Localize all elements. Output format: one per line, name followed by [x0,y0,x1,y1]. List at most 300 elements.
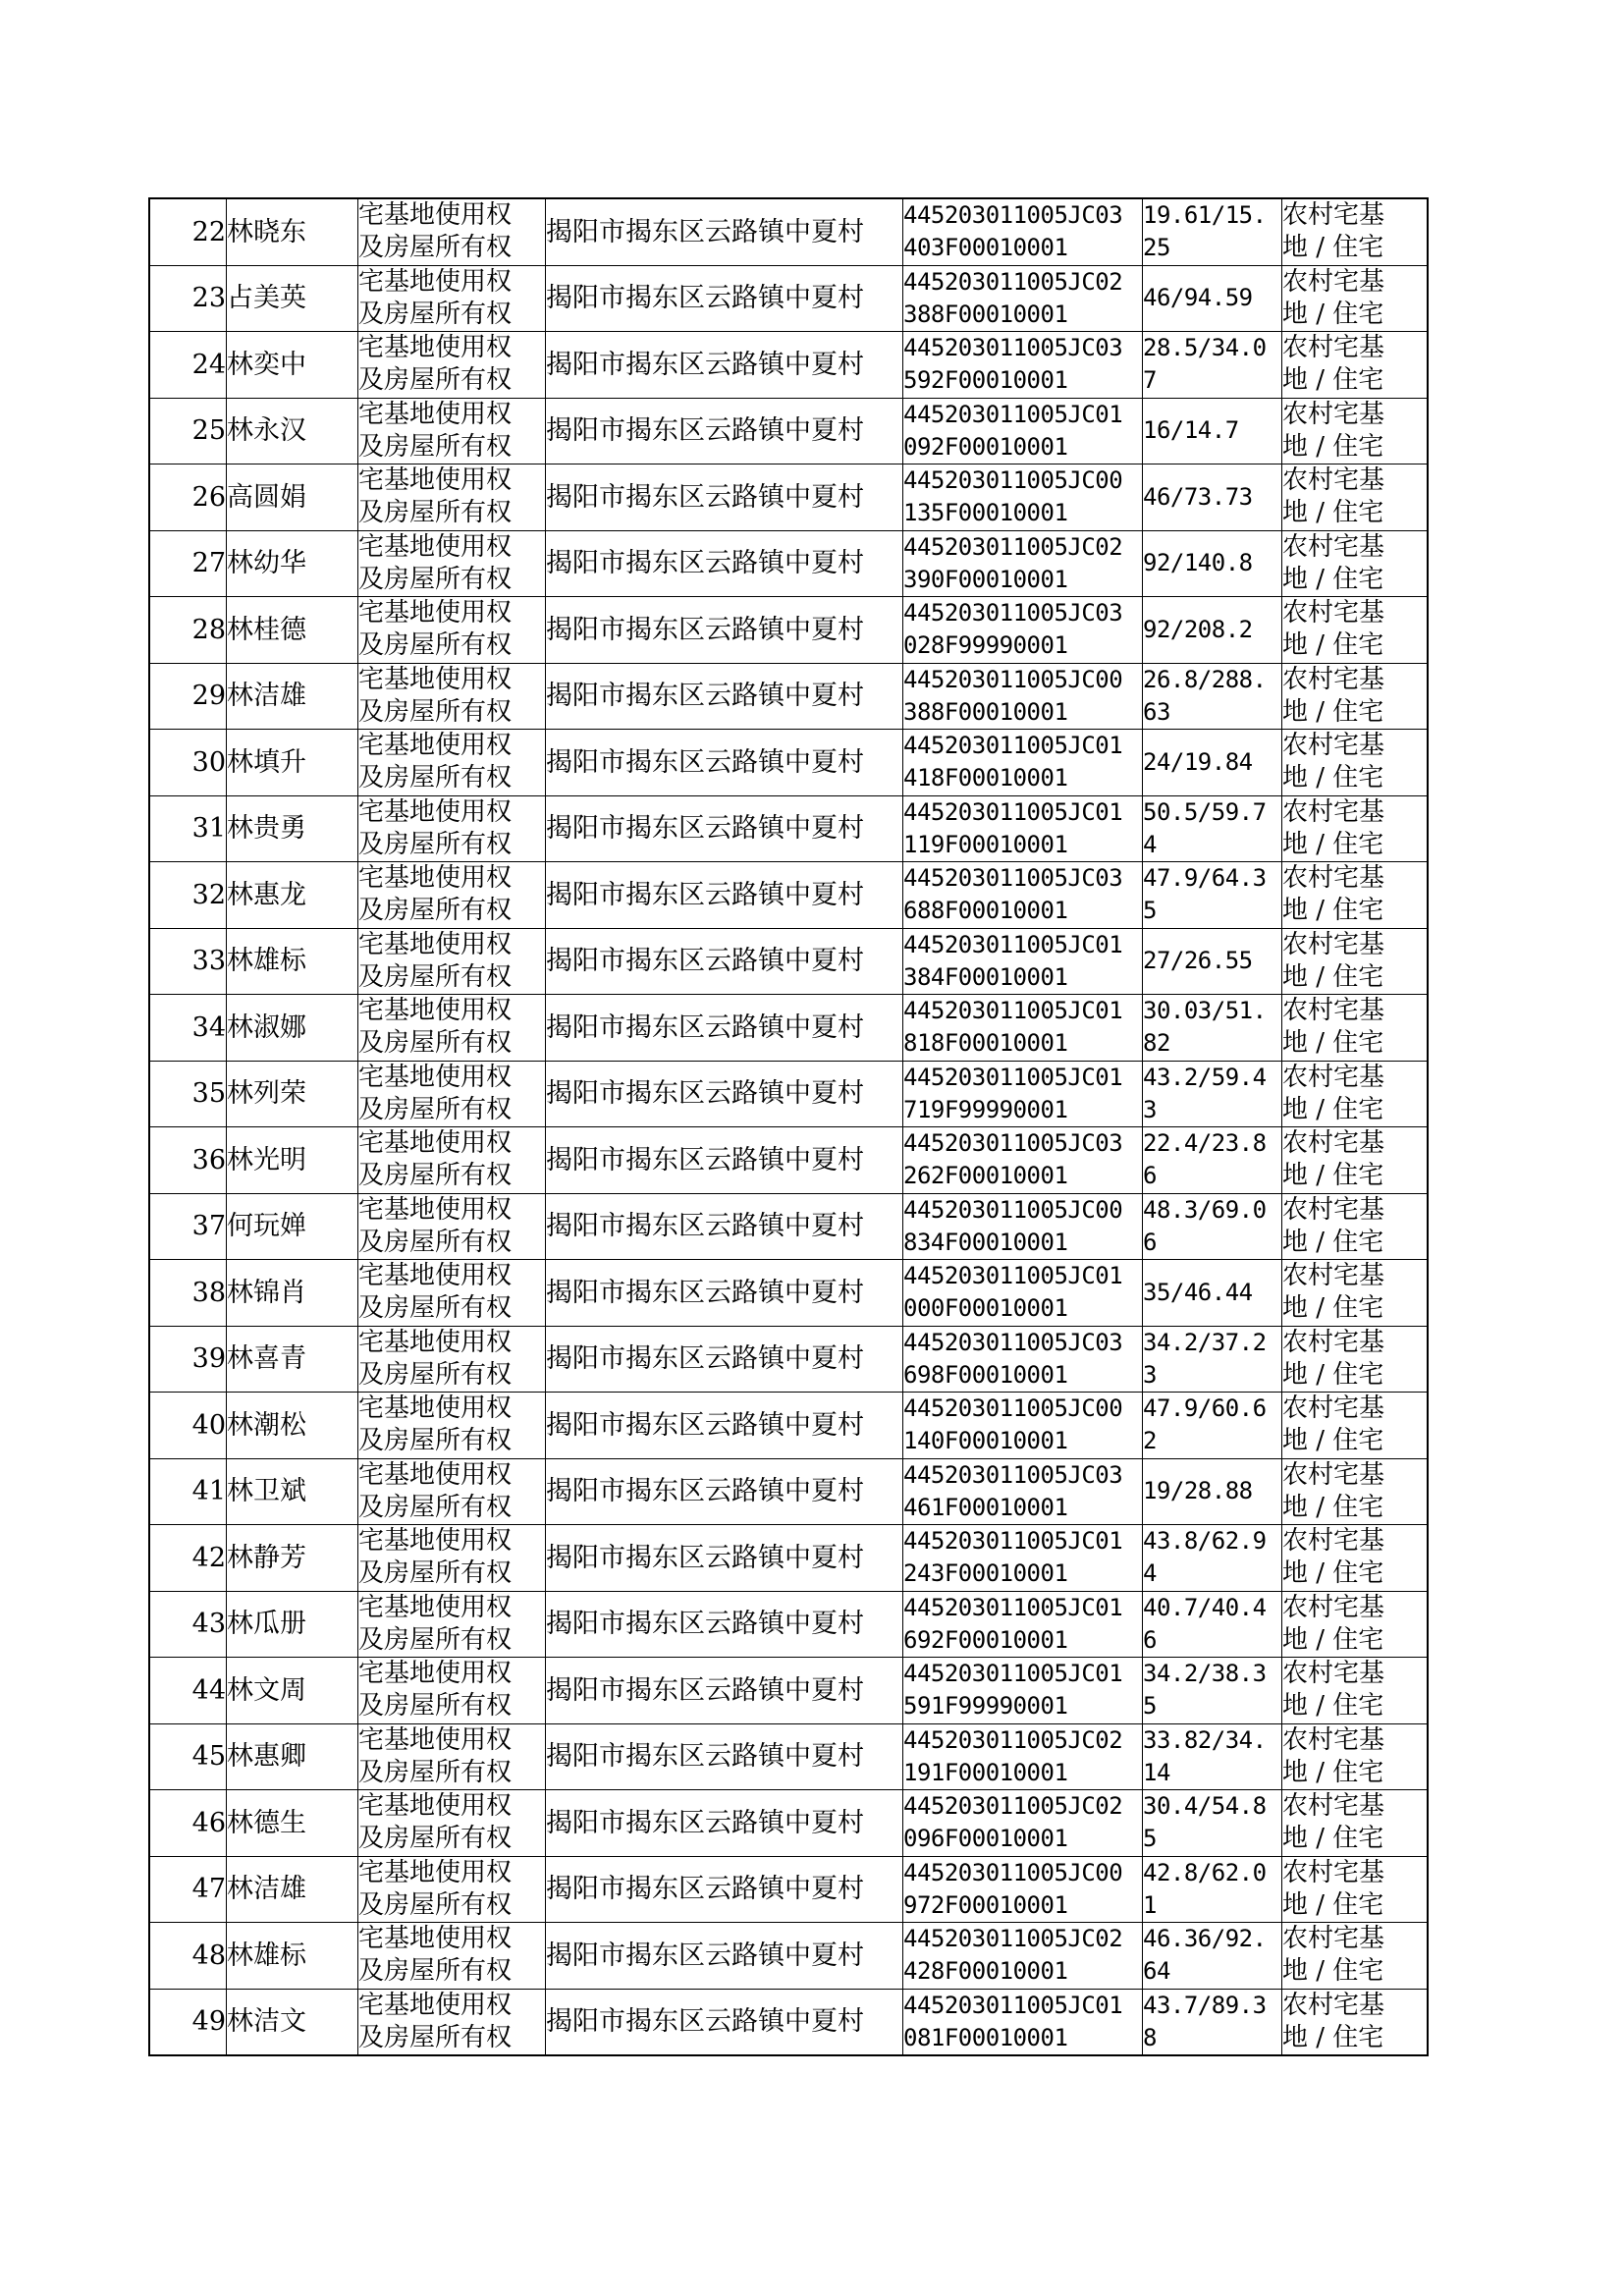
table-body [149,198,1428,2055]
row-index-cell: 46 [149,1790,227,1857]
area-line-1: 43.7/89.3 [1143,1991,1267,2019]
area-line-1: 33.82/34. [1143,1725,1267,1754]
usage-cell [1282,1790,1429,1857]
unit-code-line-2: 818F00010001 [903,1029,1068,1058]
unit-code-cell [903,398,1143,464]
right-type-line-1: 宅基地使用权 [358,399,513,429]
table-row [149,1326,1428,1393]
unit-code-line-1: 445203011005JC00 [903,466,1123,495]
right-type-line-1: 宅基地使用权 [358,1194,513,1225]
right-type-cell [358,398,546,464]
right-type-cell [358,928,546,995]
area-line-2: 8 [1143,2023,1157,2051]
unit-code-cell [903,1061,1143,1127]
unit-code-cell [903,1127,1143,1194]
location-cell: 揭阳市揭东区云路镇中夏村 [546,862,903,929]
unit-code-line-1: 445203011005JC00 [903,1394,1123,1423]
usage-line-1: 农村宅基 [1282,929,1385,959]
usage-cell [1282,1989,1429,2055]
right-type-line-2: 及房屋所有权 [358,1624,513,1655]
owner-name-cell: 林惠卿 [227,1723,358,1790]
usage-cell [1282,1193,1429,1260]
owner-name-cell: 林惠龙 [227,862,358,929]
location-cell: 揭阳市揭东区云路镇中夏村 [546,464,903,531]
unit-code-cell [903,1790,1143,1857]
area-cell [1143,795,1282,862]
unit-code-cell [903,1856,1143,1923]
unit-code-line-2: 135F00010001 [903,499,1068,527]
location-cell: 揭阳市揭东区云路镇中夏村 [546,530,903,597]
usage-line-1: 农村宅基 [1282,1194,1385,1225]
owner-name-cell: 林潮松 [227,1393,358,1459]
area-line-1: 92/208.2 [1143,615,1253,643]
location-cell: 揭阳市揭东区云路镇中夏村 [546,1326,903,1393]
area-cell [1143,862,1282,929]
area-line-1: 43.2/59.4 [1143,1063,1267,1091]
unit-code-line-1: 445203011005JC01 [903,1991,1123,2019]
right-type-cell [358,530,546,597]
table-row [149,530,1428,597]
usage-line-2: 地 / 住宅 [1282,1161,1384,1191]
right-type-cell [358,1326,546,1393]
right-type-cell [358,995,546,1062]
location-cell: 揭阳市揭东区云路镇中夏村 [546,1923,903,1990]
unit-code-line-2: 262F00010001 [903,1162,1068,1190]
row-index-cell: 32 [149,862,227,929]
row-index-cell: 44 [149,1658,227,1724]
usage-cell [1282,1923,1429,1990]
table-row [149,663,1428,730]
area-line-2: 2 [1143,1427,1157,1455]
right-type-cell [358,1790,546,1857]
unit-code-cell [903,1723,1143,1790]
location-cell: 揭阳市揭东区云路镇中夏村 [546,995,903,1062]
usage-cell [1282,1658,1429,1724]
table-row [149,1591,1428,1658]
owner-name-cell: 林幼华 [227,530,358,597]
unit-code-line-2: 390F00010001 [903,565,1068,593]
usage-line-2: 地 / 住宅 [1282,365,1384,396]
location-cell: 揭阳市揭东区云路镇中夏村 [546,1193,903,1260]
usage-line-2: 地 / 住宅 [1282,1094,1384,1124]
right-type-line-1: 宅基地使用权 [358,1990,513,2020]
usage-cell [1282,1856,1429,1923]
location-cell: 揭阳市揭东区云路镇中夏村 [546,198,903,265]
right-type-line-1: 宅基地使用权 [358,1526,513,1557]
row-index-cell: 38 [149,1260,227,1327]
unit-code-line-2: 388F00010001 [903,300,1068,328]
area-line-1: 34.2/38.3 [1143,1660,1267,1688]
usage-line-2: 地 / 住宅 [1282,896,1384,926]
right-type-line-2: 及房屋所有权 [358,1824,513,1854]
row-index-cell: 37 [149,1193,227,1260]
owner-name-cell: 占美英 [227,265,358,332]
unit-code-line-2: 688F00010001 [903,897,1068,925]
row-index-cell: 25 [149,398,227,464]
usage-line-1: 农村宅基 [1282,996,1385,1026]
right-type-line-1: 宅基地使用权 [358,1261,513,1291]
row-index-cell: 31 [149,795,227,862]
right-type-line-2: 及房屋所有权 [358,1691,513,1721]
row-index-cell: 42 [149,1525,227,1592]
right-type-line-2: 及房屋所有权 [358,696,513,727]
unit-code-line-2: 428F00010001 [903,1957,1068,1986]
unit-code-line-2: 834F00010001 [903,1228,1068,1256]
right-type-line-1: 宅基地使用权 [358,1659,513,1689]
unit-code-cell [903,730,1143,796]
usage-line-2: 地 / 住宅 [1282,1558,1384,1589]
right-type-cell [358,1458,546,1525]
usage-line-1: 农村宅基 [1282,531,1385,562]
unit-code-cell [903,198,1143,265]
right-type-line-2: 及房屋所有权 [358,961,513,992]
right-type-line-2: 及房屋所有权 [358,365,513,396]
area-line-1: 16/14.7 [1143,416,1239,445]
right-type-line-2: 及房屋所有权 [358,498,513,528]
right-type-line-2: 及房屋所有权 [358,1558,513,1589]
right-type-cell [358,1658,546,1724]
usage-line-2: 地 / 住宅 [1282,564,1384,594]
unit-code-cell [903,928,1143,995]
area-line-1: 35/46.44 [1143,1278,1253,1306]
table-row [149,1989,1428,2055]
owner-name-cell: 林晓东 [227,198,358,265]
owner-name-cell: 林洁文 [227,1989,358,2055]
right-type-cell [358,1591,546,1658]
usage-line-1: 农村宅基 [1282,863,1385,894]
area-line-2: 14 [1143,1758,1170,1786]
area-cell [1143,1658,1282,1724]
usage-line-1: 农村宅基 [1282,1327,1385,1357]
owner-name-cell: 林雄标 [227,1923,358,1990]
table-row [149,1923,1428,1990]
usage-line-2: 地 / 住宅 [1282,961,1384,992]
row-index-cell: 27 [149,530,227,597]
usage-line-2: 地 / 住宅 [1282,1293,1384,1324]
right-type-line-2: 及房屋所有权 [358,1889,513,1920]
area-line-1: 30.4/54.8 [1143,1792,1267,1821]
usage-cell [1282,1525,1429,1592]
right-type-line-1: 宅基地使用权 [358,598,513,628]
right-type-line-2: 及房屋所有权 [358,299,513,329]
row-index-cell: 40 [149,1393,227,1459]
area-line-2: 1 [1143,1890,1157,1919]
row-index-cell: 36 [149,1127,227,1194]
area-cell [1143,1260,1282,1327]
area-cell [1143,1193,1282,1260]
table-row [149,1061,1428,1127]
right-type-cell [358,1193,546,1260]
area-cell [1143,1591,1282,1658]
unit-code-line-2: 092F00010001 [903,432,1068,461]
location-cell: 揭阳市揭东区云路镇中夏村 [546,1591,903,1658]
table-row [149,597,1428,664]
right-type-line-2: 及房屋所有权 [358,1094,513,1124]
right-type-cell [358,1723,546,1790]
area-line-2: 7 [1143,366,1157,395]
unit-code-cell [903,1458,1143,1525]
usage-line-1: 农村宅基 [1282,266,1385,297]
usage-line-1: 农村宅基 [1282,1724,1385,1755]
usage-line-2: 地 / 住宅 [1282,1028,1384,1059]
area-cell [1143,1790,1282,1857]
location-cell: 揭阳市揭东区云路镇中夏村 [546,1856,903,1923]
usage-cell [1282,663,1429,730]
owner-name-cell: 林光明 [227,1127,358,1194]
row-index-cell: 34 [149,995,227,1062]
area-line-1: 46/73.73 [1143,482,1253,511]
unit-code-line-2: 591F99990001 [903,1692,1068,1721]
usage-line-1: 农村宅基 [1282,1592,1385,1622]
usage-line-1: 农村宅基 [1282,731,1385,761]
area-line-1: 47.9/64.3 [1143,864,1267,893]
unit-code-line-1: 445203011005JC01 [903,797,1123,826]
usage-line-2: 地 / 住宅 [1282,299,1384,329]
area-line-2: 63 [1143,697,1170,726]
unit-code-cell [903,265,1143,332]
area-line-2: 3 [1143,1360,1157,1389]
property-register-table [148,197,1429,2056]
usage-cell [1282,1061,1429,1127]
right-type-line-1: 宅基地使用权 [358,731,513,761]
unit-code-line-2: 096F00010001 [903,1825,1068,1853]
area-line-1: 19/28.88 [1143,1477,1253,1505]
area-cell [1143,1458,1282,1525]
right-type-cell [358,1260,546,1327]
location-cell: 揭阳市揭东区云路镇中夏村 [546,1525,903,1592]
right-type-line-1: 宅基地使用权 [358,796,513,827]
right-type-line-1: 宅基地使用权 [358,465,513,496]
location-cell: 揭阳市揭东区云路镇中夏村 [546,730,903,796]
area-cell [1143,1923,1282,1990]
right-type-cell [358,332,546,399]
area-cell [1143,1326,1282,1393]
row-index-cell: 49 [149,1989,227,2055]
unit-code-cell [903,1393,1143,1459]
area-line-2: 4 [1143,830,1157,858]
unit-code-line-1: 445203011005JC00 [903,1195,1123,1224]
area-cell [1143,464,1282,531]
area-line-2: 4 [1143,1559,1157,1588]
right-type-cell [358,795,546,862]
area-line-2: 82 [1143,1029,1170,1058]
right-type-cell [358,1127,546,1194]
usage-line-2: 地 / 住宅 [1282,696,1384,727]
owner-name-cell: 林填升 [227,730,358,796]
row-index-cell: 33 [149,928,227,995]
table-row [149,1658,1428,1724]
usage-line-1: 农村宅基 [1282,1857,1385,1887]
unit-code-line-2: 972F00010001 [903,1890,1068,1919]
right-type-line-2: 及房屋所有权 [358,829,513,859]
table-row [149,1790,1428,1857]
area-line-1: 48.3/69.0 [1143,1195,1267,1224]
usage-cell [1282,995,1429,1062]
unit-code-cell [903,332,1143,399]
area-line-1: 47.9/60.6 [1143,1394,1267,1423]
location-cell: 揭阳市揭东区云路镇中夏村 [546,928,903,995]
table-row [149,1458,1428,1525]
table-row [149,730,1428,796]
usage-cell [1282,332,1429,399]
unit-code-line-1: 445203011005JC01 [903,732,1123,760]
usage-cell [1282,1393,1429,1459]
unit-code-line-2: 081F00010001 [903,2023,1068,2051]
area-cell [1143,597,1282,664]
area-line-1: 40.7/40.4 [1143,1593,1267,1621]
location-cell: 揭阳市揭东区云路镇中夏村 [546,1723,903,1790]
right-type-cell [358,198,546,265]
area-cell [1143,730,1282,796]
usage-line-1: 农村宅基 [1282,598,1385,628]
area-cell [1143,1723,1282,1790]
unit-code-line-1: 445203011005JC01 [903,1593,1123,1621]
area-line-1: 46.36/92. [1143,1925,1267,1953]
right-type-line-2: 及房屋所有权 [358,1359,513,1390]
table-row [149,1856,1428,1923]
unit-code-line-1: 445203011005JC02 [903,1725,1123,1754]
usage-line-1: 农村宅基 [1282,1261,1385,1291]
owner-name-cell: 林文周 [227,1658,358,1724]
area-line-1: 50.5/59.7 [1143,797,1267,826]
row-index-cell: 30 [149,730,227,796]
owner-name-cell: 高圆娟 [227,464,358,531]
right-type-line-2: 及房屋所有权 [358,1227,513,1257]
right-type-line-2: 及房屋所有权 [358,763,513,793]
table-row [149,1127,1428,1194]
right-type-line-2: 及房屋所有权 [358,1028,513,1059]
area-line-2: 6 [1143,1162,1157,1190]
usage-line-1: 农村宅基 [1282,664,1385,694]
owner-name-cell: 林永汉 [227,398,358,464]
unit-code-line-2: 698F00010001 [903,1360,1068,1389]
unit-code-line-1: 445203011005JC01 [903,997,1123,1025]
right-type-line-2: 及房屋所有权 [358,564,513,594]
unit-code-cell [903,1989,1143,2055]
unit-code-line-2: 119F00010001 [903,830,1068,858]
row-index-cell: 47 [149,1856,227,1923]
usage-cell [1282,265,1429,332]
area-line-2: 25 [1143,234,1170,262]
usage-line-1: 农村宅基 [1282,796,1385,827]
unit-code-line-1: 445203011005JC02 [903,267,1123,296]
unit-code-cell [903,663,1143,730]
right-type-line-1: 宅基地使用权 [358,1592,513,1622]
right-type-line-1: 宅基地使用权 [358,1924,513,1954]
row-index-cell: 28 [149,597,227,664]
unit-code-line-2: 592F00010001 [903,366,1068,395]
usage-cell [1282,464,1429,531]
unit-code-line-1: 445203011005JC03 [903,599,1123,628]
unit-code-line-1: 445203011005JC03 [903,334,1123,362]
usage-line-2: 地 / 住宅 [1282,763,1384,793]
right-type-line-1: 宅基地使用权 [358,333,513,363]
right-type-line-1: 宅基地使用权 [358,1062,513,1092]
area-line-1: 27/26.55 [1143,947,1253,975]
table-row [149,398,1428,464]
right-type-line-1: 宅基地使用权 [358,1393,513,1424]
owner-name-cell: 林锦肖 [227,1260,358,1327]
area-cell [1143,265,1282,332]
usage-line-2: 地 / 住宅 [1282,1757,1384,1787]
owner-name-cell: 林洁雄 [227,663,358,730]
area-line-2: 5 [1143,897,1157,925]
unit-code-cell [903,995,1143,1062]
location-cell: 揭阳市揭东区云路镇中夏村 [546,1458,903,1525]
right-type-line-2: 及房屋所有权 [358,431,513,462]
area-line-1: 34.2/37.2 [1143,1328,1267,1356]
right-type-line-1: 宅基地使用权 [358,1857,513,1887]
right-type-line-1: 宅基地使用权 [358,863,513,894]
table-row [149,265,1428,332]
row-index-cell: 24 [149,332,227,399]
right-type-line-1: 宅基地使用权 [358,996,513,1026]
location-cell: 揭阳市揭东区云路镇中夏村 [546,398,903,464]
row-index-cell: 48 [149,1923,227,1990]
table-row [149,795,1428,862]
location-cell: 揭阳市揭东区云路镇中夏村 [546,663,903,730]
location-cell: 揭阳市揭东区云路镇中夏村 [546,1260,903,1327]
right-type-cell [358,1856,546,1923]
unit-code-cell [903,1923,1143,1990]
area-line-2: 3 [1143,1095,1157,1123]
unit-code-cell [903,464,1143,531]
area-line-1: 22.4/23.8 [1143,1129,1267,1158]
table-row [149,928,1428,995]
unit-code-line-2: 719F99990001 [903,1095,1068,1123]
usage-line-2: 地 / 住宅 [1282,1227,1384,1257]
unit-code-line-1: 445203011005JC01 [903,1660,1123,1688]
usage-line-1: 农村宅基 [1282,333,1385,363]
table-row [149,1723,1428,1790]
usage-cell [1282,1127,1429,1194]
area-line-2: 5 [1143,1692,1157,1721]
usage-line-1: 农村宅基 [1282,1459,1385,1490]
area-cell [1143,1393,1282,1459]
usage-line-1: 农村宅基 [1282,1924,1385,1954]
right-type-line-1: 宅基地使用权 [358,1791,513,1822]
right-type-line-2: 及房屋所有权 [358,630,513,661]
area-line-1: 46/94.59 [1143,284,1253,312]
right-type-line-2: 及房屋所有权 [358,2022,513,2052]
area-line-1: 19.61/15. [1143,201,1267,230]
unit-code-cell [903,1260,1143,1327]
right-type-cell [358,1061,546,1127]
unit-code-cell [903,1591,1143,1658]
right-type-line-2: 及房屋所有权 [358,1492,513,1522]
unit-code-line-2: 388F00010001 [903,697,1068,726]
unit-code-line-2: 191F00010001 [903,1758,1068,1786]
usage-cell [1282,928,1429,995]
right-type-cell [358,1989,546,2055]
location-cell: 揭阳市揭东区云路镇中夏村 [546,1658,903,1724]
area-line-1: 43.8/62.9 [1143,1527,1267,1556]
area-line-1: 24/19.84 [1143,747,1253,776]
usage-line-2: 地 / 住宅 [1282,431,1384,462]
usage-line-1: 农村宅基 [1282,1062,1385,1092]
usage-line-1: 农村宅基 [1282,1990,1385,2020]
location-cell: 揭阳市揭东区云路镇中夏村 [546,795,903,862]
unit-code-line-1: 445203011005JC01 [903,400,1123,428]
usage-cell [1282,198,1429,265]
owner-name-cell: 林瓜册 [227,1591,358,1658]
right-type-line-1: 宅基地使用权 [358,531,513,562]
right-type-line-1: 宅基地使用权 [358,1327,513,1357]
right-type-line-2: 及房屋所有权 [358,233,513,263]
unit-code-line-1: 445203011005JC00 [903,1858,1123,1886]
area-cell [1143,1525,1282,1592]
unit-code-line-2: 000F00010001 [903,1294,1068,1323]
